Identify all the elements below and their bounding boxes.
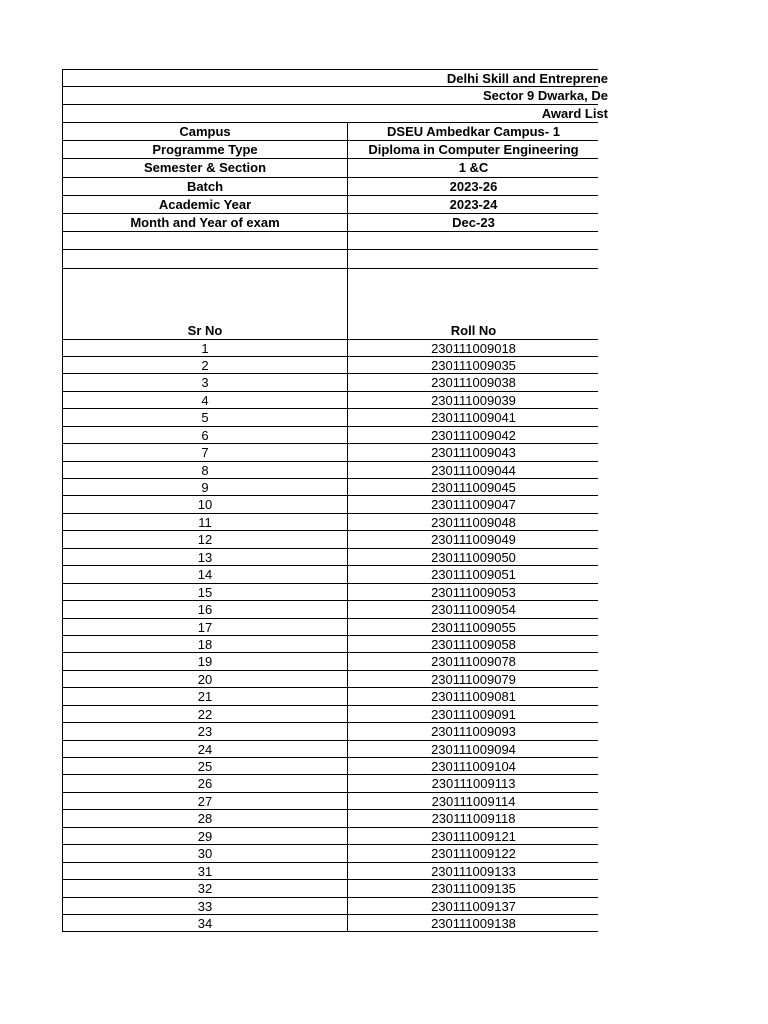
blank-row	[62, 250, 598, 268]
table-row	[62, 514, 598, 531]
sr-no-cell: 6	[63, 427, 348, 443]
sr-no-cell: 16	[63, 601, 348, 617]
sr-no-cell: 34	[63, 915, 348, 931]
roll-no-cell: 230111009055	[431, 619, 516, 635]
table-row	[62, 619, 598, 636]
sr-no-cell: 29	[63, 828, 348, 844]
info-label: Campus	[63, 123, 348, 140]
roll-no-cell: 230111009048	[431, 514, 516, 530]
table-row	[62, 793, 598, 810]
table-row	[62, 357, 598, 374]
table-row	[62, 636, 598, 653]
sr-no-cell: 30	[63, 845, 348, 861]
sr-no-cell: 15	[63, 584, 348, 600]
table-row	[62, 584, 598, 601]
roll-no-cell: 230111009049	[431, 532, 516, 548]
sr-no-cell: 27	[63, 793, 348, 809]
roll-no-cell: 230111009104	[431, 759, 516, 774]
table-row	[62, 723, 598, 740]
sr-no-cell: 20	[63, 671, 348, 687]
roll-no-cell: 230111009051	[431, 567, 516, 583]
table-row	[62, 479, 598, 496]
award-list-sheet	[62, 69, 608, 932]
sr-no-cell: 7	[63, 444, 348, 460]
sr-no-cell: 22	[63, 706, 348, 722]
roll-no-cell: 230111009113	[431, 776, 516, 792]
info-value: 1 &C	[458, 160, 489, 176]
info-value: 2023-24	[449, 196, 498, 212]
sr-no-cell: 2	[63, 357, 348, 373]
table-row	[62, 496, 598, 513]
roll-no-cell: 230111009041	[431, 410, 516, 426]
table-row	[62, 601, 598, 618]
sr-no-cell: 3	[63, 374, 348, 390]
table-row	[62, 566, 598, 583]
table-row	[62, 758, 598, 775]
table-row	[62, 898, 598, 915]
roll-no-cell: 230111009054	[431, 602, 516, 618]
roll-no-cell: 230111009093	[431, 724, 516, 740]
roll-no-cell: 230111009035	[431, 357, 516, 373]
roll-no-cell: 230111009137	[431, 898, 516, 914]
sr-no-cell: 14	[63, 566, 348, 582]
sr-no-cell: 1	[63, 340, 348, 356]
roll-no-cell: 230111009047	[431, 497, 516, 513]
sr-no-cell: 24	[63, 741, 348, 757]
sr-no-cell: 31	[63, 863, 348, 879]
roll-no-cell: 230111009053	[431, 584, 516, 600]
roll-no-cell: 230111009122	[431, 846, 516, 862]
table-row	[62, 828, 598, 845]
table-row	[62, 374, 598, 391]
roll-no-cell: 230111009081	[431, 689, 516, 705]
sr-no-cell: 28	[63, 810, 348, 826]
info-label: Semester & Section	[63, 159, 348, 176]
info-value: Diploma in Computer Engineering	[368, 142, 579, 158]
sr-no-cell: 26	[63, 775, 348, 791]
table-row	[62, 653, 598, 670]
sr-no-cell: 9	[63, 479, 348, 495]
roll-no-cell: 230111009079	[431, 671, 516, 687]
table-row	[62, 427, 598, 444]
roll-no-cell: 230111009078	[431, 654, 516, 670]
header-row-institute	[62, 69, 608, 87]
table-row	[62, 444, 598, 461]
sr-no-cell: 23	[63, 723, 348, 739]
table-row	[62, 409, 598, 426]
info-label: Programme Type	[63, 141, 348, 158]
sr-no-cell: 8	[63, 462, 348, 478]
sr-no-cell: 4	[63, 392, 348, 408]
sr-no-cell: 25	[63, 758, 348, 774]
roll-no-cell: 230111009121	[431, 828, 516, 844]
info-label: Academic Year	[63, 196, 348, 213]
info-label: Month and Year of exam	[63, 214, 348, 231]
table-row	[62, 392, 598, 409]
roll-no-cell: 230111009050	[431, 549, 516, 565]
info-row	[62, 159, 598, 177]
column-header-sr-no: Sr No	[63, 269, 348, 339]
info-row	[62, 178, 598, 196]
table-row	[62, 810, 598, 827]
sr-no-cell: 13	[63, 549, 348, 565]
roll-no-cell: 230111009058	[431, 636, 516, 652]
roll-no-cell: 230111009044	[431, 462, 516, 478]
table-header-row	[62, 269, 598, 340]
institute-address: Sector 9 Dwarka, De	[482, 88, 608, 103]
header-row-award-list	[62, 105, 608, 123]
sr-no-cell: 18	[63, 636, 348, 652]
info-row	[62, 141, 598, 159]
roll-no-cell: 230111009045	[431, 480, 516, 495]
table-row	[62, 688, 598, 705]
info-row	[62, 123, 598, 141]
table-row	[62, 775, 598, 792]
info-label: Batch	[63, 178, 348, 195]
roll-no-cell: 230111009094	[431, 741, 516, 757]
sr-no-cell: 12	[63, 531, 348, 547]
info-value: Dec-23	[452, 214, 495, 230]
table-row	[62, 706, 598, 723]
document-title: Award List	[541, 106, 608, 121]
roll-no-cell: 230111009042	[431, 427, 516, 443]
table-row	[62, 845, 598, 862]
header-row-address	[62, 87, 608, 105]
roll-no-cell: 230111009138	[431, 915, 516, 931]
table-row	[62, 340, 598, 357]
table-row	[62, 531, 598, 548]
info-value: DSEU Ambedkar Campus- 1	[387, 124, 560, 139]
sr-no-cell: 5	[63, 409, 348, 425]
sr-no-cell: 33	[63, 898, 348, 914]
table-row	[62, 880, 598, 897]
sr-no-cell: 17	[63, 619, 348, 635]
roll-no-cell: 230111009114	[431, 793, 516, 809]
roll-no-cell: 230111009043	[431, 445, 516, 461]
blank-row	[62, 232, 598, 250]
roll-no-cell: 230111009118	[431, 811, 516, 827]
institute-title: Delhi Skill and Entreprene	[446, 71, 608, 86]
table-row	[62, 671, 598, 688]
column-header-roll-no: Roll No	[450, 322, 497, 338]
table-row	[62, 863, 598, 880]
sr-no-cell: 32	[63, 880, 348, 896]
sr-no-cell: 10	[63, 496, 348, 512]
roll-no-cell: 230111009038	[431, 375, 516, 391]
roll-no-cell: 230111009091	[431, 706, 516, 722]
sr-no-cell: 19	[63, 653, 348, 669]
sr-no-cell: 11	[63, 514, 348, 530]
sr-no-cell: 21	[63, 688, 348, 704]
info-row	[62, 196, 598, 214]
roll-no-cell: 230111009018	[431, 340, 516, 356]
table-row	[62, 549, 598, 566]
roll-no-cell: 230111009135	[431, 881, 516, 897]
info-row	[62, 214, 598, 232]
table-row	[62, 741, 598, 758]
roll-no-cell: 230111009133	[431, 863, 516, 879]
roll-no-cell: 230111009039	[431, 392, 516, 408]
table-row	[62, 462, 598, 479]
table-row	[62, 915, 598, 932]
info-value: 2023-26	[449, 178, 498, 194]
